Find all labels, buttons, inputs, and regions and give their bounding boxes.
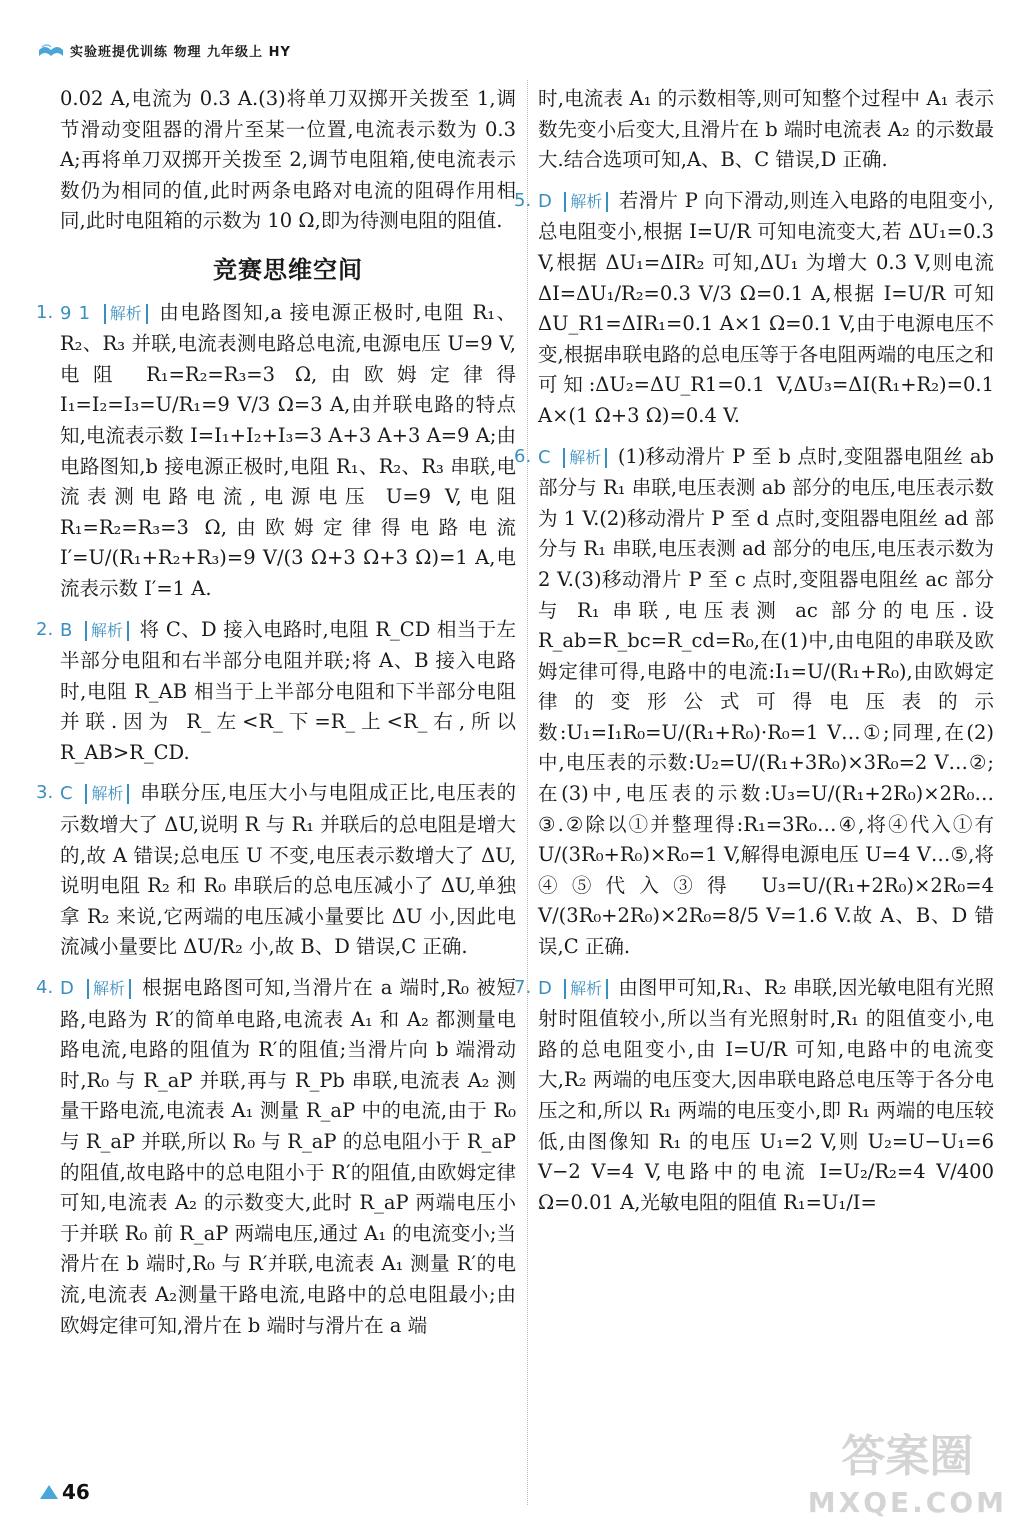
item-answer: C: [538, 446, 551, 468]
page-number: [40, 1480, 90, 1504]
answer-item-6: [514, 442, 994, 963]
answer-item-3: [36, 778, 517, 963]
watermark-title: 答案圈: [841, 1431, 974, 1482]
item-number: 7.: [514, 976, 532, 998]
book-title: 实验班提优训练 物理 九年级上 HY: [70, 44, 291, 60]
analysis-tag: 解析: [104, 304, 148, 324]
intro-text: 0.02 A,电流为 0.3 A.(3)将单刀双掷开关拨至 1,调节滑动变阻器的滑片至某一位置,电流表示数为 0.3 A;再将单刀双掷开关拨至 2,调节电阻箱,使电流表示数仍为相同的值,此时两条电路对电流的阻碍作用相同,此时电阻箱的示数为 10 Ω,即为待测电阻的阻值.: [60, 87, 516, 233]
analysis-tag: 解析: [85, 784, 129, 804]
item-explanation: (1)移动滑片 P 至 b 点时,变阻器电阻丝 ab 部分与 R₁ 串联,电压表测 ab 部分的电压,电压表示数为 1 V.(2)移动滑片 P 至 d 点时,变阻器电阻丝 ad 部分与 R₁ 串联,电压表测 ad 部分的电压,电压表示数为 2 V.(3)移动滑片 P 至 c 点时,变阻器电阻丝 ac 部分与 R₁ 串联,电压表测 ac 部分的电压.设 R_ab=R_bc=R_cd=R₀,在(1)中,由电阻的串联及欧姆定律可得,电路中的电流:I₁=U/(R₁+R₀),由欧姆定律的变形公式可得电压表的示数:U₁=I₁R₀=U/(R₁+R₀)·R₀=1 V…①;同理,在(2)中,电压表的示数:U₂=U/(R₁+3R₀)×3R₀=2 V…②;在(3)中,电压表的示数:U₃=U/(R₁+2R₀)×2R₀…③.②除以①并整理得:R₁=3R₀…④,将④代入①有 U/(3R₀+R₀)×R₀=1 V,解得电源电压 U=4 V…⑤,将④⑤代入③得 U₃=U/(R₁+2R₀)×2R₀=4 V/(3R₀+2R₀)×2R₀=8/5 V=1.6 V.故 A、B、D 错误,C 正确.: [538, 444, 994, 959]
analysis-tag: 解析: [85, 621, 129, 641]
item-number: 6.: [514, 445, 532, 467]
watermark: [807, 1431, 1007, 1526]
page-header: [38, 40, 291, 60]
section-title: 竞赛思维空间: [213, 255, 363, 284]
item-answer: C: [60, 783, 73, 805]
item-answer: D: [538, 977, 552, 999]
item-answer: D: [60, 978, 74, 1000]
watermark-url: MXQE.COM: [807, 1486, 1007, 1519]
item-number: 2.: [36, 618, 54, 640]
right-column: [514, 84, 995, 1228]
item-explanation: 根据电路图可知,当滑片在 a 端时,R₀ 被短路,电路为 R′的简单电路,电流表 A₁ 和 A₂ 都测量电路电流,电路的阻值为 R′的阻值;当滑片向 b 端滑动时,R₀ 与 R_aP 并联,再与 R_Pb 串联,电流表 A₂ 测量干路电流,电流表 A₁ 测量 R_aP 中的电流,由于 R₀ 与 R_aP 并联,所以 R₀ 与 R_aP 的总电阻小于 R_aP 的阻值,故电路中的总电阻小于 R′的阻值,由欧姆定律可知,电流表 A₂ 的示数变大,此时 R_aP 两端电压小于并联 R₀ 前 R_aP 两端电压,通过 A₁ 的电流变小;当滑片在 b 端时,R₀ 与 R′并联,电流表 A₁ 测量 R′的电流,电流表 A₂测量干路电流,电路中的总电阻最小;由欧姆定律可知,滑片在 b 端时与滑片在 a 端: [60, 976, 516, 1337]
answer-item-1: [36, 298, 516, 605]
analysis-tag: 解析: [87, 979, 131, 999]
page-number-text: 46: [62, 1480, 90, 1504]
page-arrow-icon: [40, 1485, 58, 1499]
analysis-tag: 解析: [564, 192, 608, 212]
item-answer: D: [538, 190, 552, 212]
column-divider: [527, 80, 528, 1505]
item-number: 1.: [36, 301, 54, 323]
continuation-paragraph: [538, 84, 994, 176]
item-explanation: 由图甲可知,R₁、R₂ 串联,因光敏电阻有光照射时阻值较小,所以当有光照射时,R₁ 的阻值变小,电路的总电阻变小,由 I=U/R 可知,电路中的电流变大,R₂ 两端的电压变大,因串联电路总电压等于各分电压之和,所以 R₁ 两端的电压变小,即 R₁ 两端的电压较低,由图像知 R₁ 的电压 U₁=2 V,则 U₂=U−U₁=6 V−2 V=4 V,电路中的电流 I=U₂/R₂=4 V/400 Ω=0.01 A,光敏电阻的阻值 R₁=U₁/I=: [538, 975, 995, 1214]
item-number: 4.: [36, 977, 54, 999]
left-column: [36, 84, 517, 1351]
item-explanation: 串联分压,电压大小与电阻成正比,电压表的示数增大了 ΔU,说明 R 与 R₁ 并联后的总电阻是增大的,故 A 错误;总电压 U 不变,电压表示数增大了 ΔU,说明电阻 R₂ 和 R₀ 串联后的总电压减小了 ΔU,单独拿 R₂ 来说,它两端的电压减小量要比 ΔU 小,因此电流减小量要比 ΔU/R₂ 小,故 B、D 错误,C 正确.: [60, 781, 517, 959]
item-number: 3.: [36, 782, 54, 804]
analysis-tag: 解析: [563, 448, 607, 468]
answer-item-2: [36, 615, 516, 769]
answer-item-7: [514, 973, 995, 1219]
intro-paragraph: [60, 84, 516, 237]
book-logo-icon: [38, 40, 64, 60]
item-answer: 9 1: [60, 302, 91, 324]
item-answer: B: [60, 619, 73, 641]
analysis-tag: 解析: [564, 979, 608, 999]
item-number: 5.: [514, 189, 532, 211]
item-explanation: 若滑片 P 向下滑动,则连入电路的电阻变小,总电阻变小,根据 I=U/R 可知电流变大,若 ΔU₁=0.3 V,根据 ΔU₁=ΔIR₂ 可知,ΔU₁ 为增大 0.3 V,则电流 ΔI=ΔU₁/R₂=0.3 V/3 Ω=0.1 A,根据 I=U/R 可知 ΔU_R1=ΔIR₁=0.1 A×1 Ω=0.1 V,由于电源电压不变,根据串联电路的总电压等于各电阻两端的电压之和可知:ΔU₂=ΔU_R1=0.1 V,ΔU₃=ΔI(R₁+R₂)=0.1 A×(1 Ω+3 Ω)=0.4 V.: [538, 188, 994, 427]
continuation-text: 时,电流表 A₁ 的示数相等,则可知整个过程中 A₁ 表示数先变小后变大,且滑片在 b 端时电流表 A₂ 的示数最大.结合选项可知,A、B、C 错误,D 正确.: [538, 87, 994, 172]
answer-item-5: [514, 186, 994, 432]
answer-item-4: [36, 973, 516, 1341]
item-explanation: 将 C、D 接入电路时,电阻 R_CD 相当于左半部分电阻和右半部分电阻并联;将 A、B 接入电路时,电阻 R_AB 相当于上半部分电阻和下半部分电阻并联.因为 R_左<R_下=R_上<R_右,所以 R_AB>R_CD.: [60, 617, 516, 764]
item-explanation: 由电路图知,a 接电源正极时,电阻 R₁、R₂、R₃ 并联,电流表测电路总电流,电源电压 U=9 V,电阻 R₁=R₂=R₃=3 Ω,由欧姆定律得 I₁=I₂=I₃=U/R₁=9 V/3 Ω=3 A,由并联电路的特点知,电流表示数 I=I₁+I₂+I₃=3 A+3 A+3 A=9 A;由电路图知,b 接电源正极时,电阻 R₁、R₂、R₃ 串联,电流表测电路电流,电源电压 U=9 V,电阻 R₁=R₂=R₃=3 Ω,由欧姆定律得电路电流 I′=U/(R₁+R₂+R₃)=9 V/(3 Ω+3 Ω+3 Ω)=1 A,电流表示数 I′=1 A.: [60, 300, 516, 600]
